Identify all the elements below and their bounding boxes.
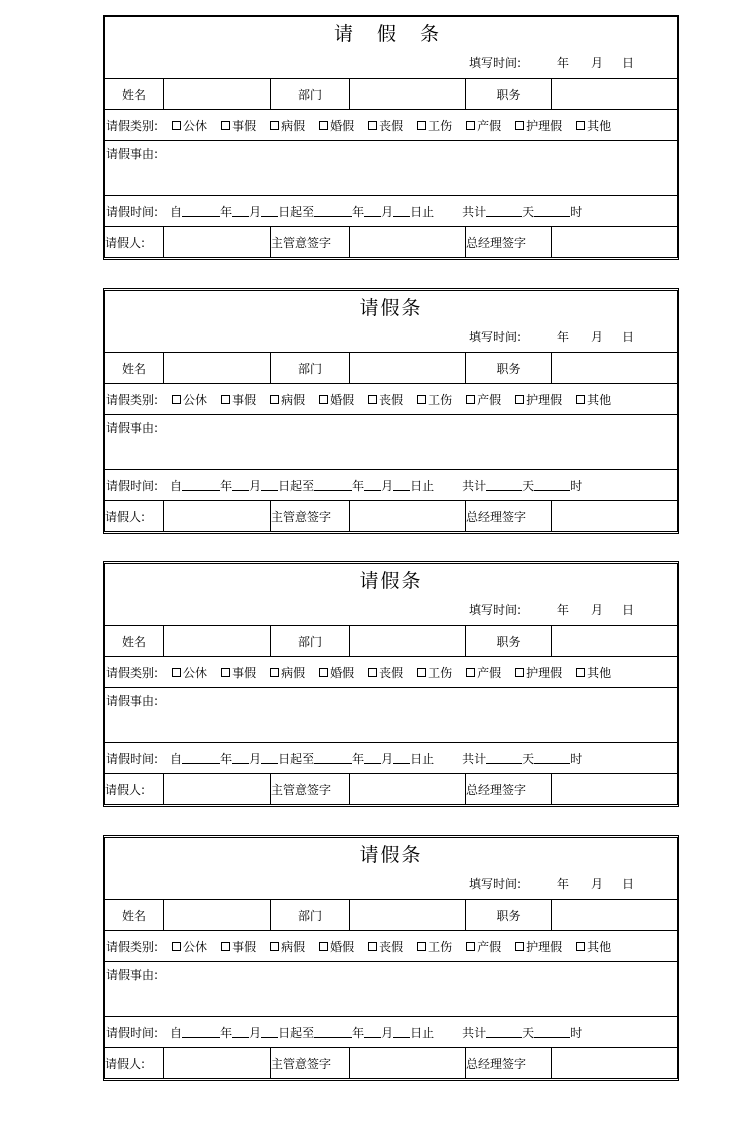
option-maternity-leave[interactable]: 产假 bbox=[466, 391, 501, 408]
form-title: 请假条 bbox=[359, 297, 423, 319]
end-day-label: 日止 bbox=[410, 204, 435, 219]
reason-row[interactable] bbox=[105, 962, 677, 1017]
gm-sign-field[interactable] bbox=[552, 1048, 677, 1078]
signature-row bbox=[105, 774, 677, 804]
end-month-label: 月 bbox=[381, 1025, 394, 1040]
end-month-label: 月 bbox=[381, 751, 394, 766]
checkbox-icon[interactable] bbox=[417, 942, 426, 951]
end-month-label: 月 bbox=[381, 478, 394, 493]
checkbox-icon[interactable] bbox=[368, 942, 377, 951]
start-day-blank[interactable] bbox=[261, 1026, 278, 1038]
leave-type-label: 请假类别: bbox=[106, 118, 159, 133]
option-nursing-leave[interactable]: 护理假 bbox=[515, 938, 562, 955]
days-label: 天 bbox=[522, 751, 535, 766]
start-year-blank[interactable] bbox=[182, 752, 220, 764]
option-bereavement-leave[interactable]: 丧假 bbox=[368, 117, 403, 134]
end-month-blank[interactable] bbox=[364, 205, 381, 217]
start-month-blank[interactable] bbox=[232, 205, 249, 217]
option-bereavement-leave[interactable]: 丧假 bbox=[368, 938, 403, 955]
option-sick-leave[interactable]: 病假 bbox=[270, 117, 305, 134]
start-day-label: 日起至 bbox=[278, 478, 315, 493]
leave-form-2 bbox=[103, 288, 679, 534]
start-month-label: 月 bbox=[249, 751, 262, 766]
checkbox-icon[interactable] bbox=[221, 395, 230, 404]
fill-date-header bbox=[105, 870, 677, 900]
checkbox-icon[interactable] bbox=[417, 395, 426, 404]
supervisor-sign-label: 主管意签字 bbox=[271, 774, 350, 804]
info-row bbox=[105, 79, 677, 110]
total-label: 共计 bbox=[462, 478, 487, 493]
form-title: 请假条 bbox=[359, 570, 423, 592]
checkbox-icon[interactable] bbox=[172, 942, 181, 951]
total-hours-blank[interactable] bbox=[534, 479, 570, 491]
fill-date-label: 填写时间: bbox=[469, 603, 522, 617]
fill-date-day: 日 bbox=[622, 56, 635, 70]
checkbox-icon[interactable] bbox=[221, 668, 230, 677]
leave-type-row bbox=[105, 931, 677, 962]
option-public-holiday[interactable]: 公休 bbox=[172, 938, 207, 955]
total-days-blank[interactable] bbox=[486, 1026, 522, 1038]
start-day-blank[interactable] bbox=[261, 752, 278, 764]
end-year-blank[interactable] bbox=[314, 752, 352, 764]
from-label: 自 bbox=[170, 478, 183, 493]
start-year-blank[interactable] bbox=[182, 479, 220, 491]
option-bereavement-leave[interactable]: 丧假 bbox=[368, 664, 403, 681]
end-year-blank[interactable] bbox=[314, 205, 352, 217]
start-month-label: 月 bbox=[249, 478, 262, 493]
checkbox-icon[interactable] bbox=[221, 121, 230, 130]
option-marriage-leave[interactable]: 婚假 bbox=[319, 117, 354, 134]
option-work-injury[interactable]: 工伤 bbox=[417, 391, 452, 408]
leave-time-row bbox=[105, 1017, 677, 1048]
total-label: 共计 bbox=[462, 1025, 487, 1040]
leave-time-label: 请假时间: bbox=[106, 204, 159, 219]
checkbox-icon[interactable] bbox=[417, 121, 426, 130]
leave-type-row bbox=[105, 657, 677, 688]
checkbox-icon[interactable] bbox=[466, 942, 475, 951]
start-year-label: 年 bbox=[220, 478, 233, 493]
fill-date-month: 月 bbox=[591, 330, 604, 344]
fill-date-month: 月 bbox=[591, 877, 604, 891]
leave-time-label: 请假时间: bbox=[106, 478, 159, 493]
end-day-label: 日止 bbox=[410, 478, 435, 493]
option-maternity-leave[interactable]: 产假 bbox=[466, 117, 501, 134]
supervisor-sign-field[interactable] bbox=[350, 1048, 466, 1078]
gm-sign-label: 总经理签字 bbox=[466, 1048, 552, 1078]
name-field[interactable] bbox=[164, 79, 271, 109]
name-label: 姓名 bbox=[105, 900, 164, 930]
dept-field[interactable] bbox=[350, 353, 466, 383]
total-label: 共计 bbox=[462, 204, 487, 219]
hours-label: 时 bbox=[570, 478, 583, 493]
start-month-blank[interactable] bbox=[232, 1026, 249, 1038]
days-label: 天 bbox=[522, 204, 535, 219]
checkbox-icon[interactable] bbox=[515, 121, 524, 130]
checkbox-icon[interactable] bbox=[515, 395, 524, 404]
checkbox-icon[interactable] bbox=[576, 121, 585, 130]
end-year-label: 年 bbox=[352, 478, 365, 493]
option-other[interactable]: 其他 bbox=[576, 938, 611, 955]
applicant-field[interactable] bbox=[164, 227, 271, 257]
supervisor-sign-field[interactable] bbox=[350, 501, 466, 531]
end-year-label: 年 bbox=[352, 204, 365, 219]
option-other[interactable]: 其他 bbox=[576, 391, 611, 408]
checkbox-icon[interactable] bbox=[466, 668, 475, 677]
checkbox-icon[interactable] bbox=[270, 121, 279, 130]
checkbox-icon[interactable] bbox=[270, 942, 279, 951]
end-day-label: 日止 bbox=[410, 751, 435, 766]
position-field[interactable] bbox=[552, 626, 677, 656]
position-label: 职务 bbox=[466, 79, 552, 109]
end-year-label: 年 bbox=[352, 751, 365, 766]
fill-date-header bbox=[105, 596, 677, 626]
leave-type-label: 请假类别: bbox=[106, 939, 159, 954]
option-work-injury[interactable]: 工伤 bbox=[417, 117, 452, 134]
signature-row bbox=[105, 501, 677, 531]
leave-form-1 bbox=[103, 15, 679, 260]
gm-sign-label: 总经理签字 bbox=[466, 501, 552, 531]
checkbox-icon[interactable] bbox=[172, 121, 181, 130]
option-personal-leave[interactable]: 事假 bbox=[221, 391, 256, 408]
leave-time-label: 请假时间: bbox=[106, 751, 159, 766]
hours-label: 时 bbox=[570, 751, 583, 766]
form-title: 请 假 条 bbox=[333, 23, 449, 45]
supervisor-sign-field[interactable] bbox=[350, 227, 466, 257]
reason-label: 请假事由: bbox=[106, 968, 159, 982]
checkbox-icon[interactable] bbox=[368, 121, 377, 130]
option-marriage-leave[interactable]: 婚假 bbox=[319, 391, 354, 408]
leave-time-row bbox=[105, 743, 677, 774]
fill-date-header bbox=[105, 323, 677, 353]
leave-type-row bbox=[105, 384, 677, 415]
total-hours-blank[interactable] bbox=[534, 752, 570, 764]
dept-field[interactable] bbox=[350, 626, 466, 656]
fill-date-day: 日 bbox=[622, 603, 635, 617]
fill-date-year: 年 bbox=[557, 330, 570, 344]
end-year-label: 年 bbox=[352, 1025, 365, 1040]
fill-date-header bbox=[105, 49, 677, 79]
option-public-holiday[interactable]: 公休 bbox=[172, 117, 207, 134]
reason-row[interactable] bbox=[105, 141, 677, 196]
end-day-blank[interactable] bbox=[393, 752, 410, 764]
checkbox-icon[interactable] bbox=[576, 942, 585, 951]
applicant-field[interactable] bbox=[164, 501, 271, 531]
total-days-blank[interactable] bbox=[486, 479, 522, 491]
option-marriage-leave[interactable]: 婚假 bbox=[319, 938, 354, 955]
total-days-blank[interactable] bbox=[486, 205, 522, 217]
start-year-blank[interactable] bbox=[182, 1026, 220, 1038]
start-month-label: 月 bbox=[249, 1025, 262, 1040]
applicant-label: 请假人: bbox=[105, 501, 164, 531]
signature-row bbox=[105, 227, 677, 257]
fill-date-year: 年 bbox=[557, 877, 570, 891]
reason-label: 请假事由: bbox=[106, 147, 159, 161]
name-label: 姓名 bbox=[105, 353, 164, 383]
fill-date-day: 日 bbox=[622, 877, 635, 891]
name-label: 姓名 bbox=[105, 79, 164, 109]
supervisor-sign-label: 主管意签字 bbox=[271, 501, 350, 531]
fill-date-year: 年 bbox=[557, 56, 570, 70]
start-day-blank[interactable] bbox=[261, 479, 278, 491]
total-days-blank[interactable] bbox=[486, 752, 522, 764]
start-year-label: 年 bbox=[220, 204, 233, 219]
from-label: 自 bbox=[170, 204, 183, 219]
dept-field[interactable] bbox=[350, 900, 466, 930]
end-month-blank[interactable] bbox=[364, 1026, 381, 1038]
checkbox-icon[interactable] bbox=[319, 121, 328, 130]
checkbox-icon[interactable] bbox=[319, 942, 328, 951]
leave-time-row bbox=[105, 470, 677, 501]
name-label: 姓名 bbox=[105, 626, 164, 656]
total-hours-blank[interactable] bbox=[534, 205, 570, 217]
applicant-field[interactable] bbox=[164, 1048, 271, 1078]
position-field[interactable] bbox=[552, 79, 677, 109]
dept-label: 部门 bbox=[271, 353, 350, 383]
hours-label: 时 bbox=[570, 1025, 583, 1040]
option-bereavement-leave[interactable]: 丧假 bbox=[368, 391, 403, 408]
option-nursing-leave[interactable]: 护理假 bbox=[515, 664, 562, 681]
total-hours-blank[interactable] bbox=[534, 1026, 570, 1038]
position-label: 职务 bbox=[466, 626, 552, 656]
dept-field[interactable] bbox=[350, 79, 466, 109]
option-marriage-leave[interactable]: 婚假 bbox=[319, 664, 354, 681]
checkbox-icon[interactable] bbox=[172, 668, 181, 677]
form-title: 请假条 bbox=[359, 844, 423, 866]
hours-label: 时 bbox=[570, 204, 583, 219]
position-label: 职务 bbox=[466, 353, 552, 383]
checkbox-icon[interactable] bbox=[515, 942, 524, 951]
fill-date-month: 月 bbox=[591, 603, 604, 617]
checkbox-icon[interactable] bbox=[576, 395, 585, 404]
end-year-blank[interactable] bbox=[314, 479, 352, 491]
checkbox-icon[interactable] bbox=[417, 668, 426, 677]
option-public-holiday[interactable]: 公休 bbox=[172, 664, 207, 681]
option-nursing-leave[interactable]: 护理假 bbox=[515, 117, 562, 134]
applicant-label: 请假人: bbox=[105, 227, 164, 257]
start-month-blank[interactable] bbox=[232, 479, 249, 491]
checkbox-icon[interactable] bbox=[576, 668, 585, 677]
name-field[interactable] bbox=[164, 900, 271, 930]
end-day-label: 日止 bbox=[410, 1025, 435, 1040]
start-day-label: 日起至 bbox=[278, 1025, 315, 1040]
start-day-label: 日起至 bbox=[278, 204, 315, 219]
fill-date-year: 年 bbox=[557, 603, 570, 617]
start-month-label: 月 bbox=[249, 204, 262, 219]
leave-type-row bbox=[105, 110, 677, 141]
leave-time-row bbox=[105, 196, 677, 227]
fill-date-label: 填写时间: bbox=[469, 56, 522, 70]
dept-label: 部门 bbox=[271, 900, 350, 930]
end-day-blank[interactable] bbox=[393, 1026, 410, 1038]
end-month-blank[interactable] bbox=[364, 479, 381, 491]
signature-row bbox=[105, 1048, 677, 1078]
gm-sign-field[interactable] bbox=[552, 501, 677, 531]
end-day-blank[interactable] bbox=[393, 479, 410, 491]
dept-label: 部门 bbox=[271, 79, 350, 109]
checkbox-icon[interactable] bbox=[270, 395, 279, 404]
start-month-blank[interactable] bbox=[232, 752, 249, 764]
gm-sign-label: 总经理签字 bbox=[466, 227, 552, 257]
applicant-field[interactable] bbox=[164, 774, 271, 804]
option-sick-leave[interactable]: 病假 bbox=[270, 938, 305, 955]
option-maternity-leave[interactable]: 产假 bbox=[466, 664, 501, 681]
end-year-blank[interactable] bbox=[314, 1026, 352, 1038]
checkbox-icon[interactable] bbox=[466, 395, 475, 404]
option-sick-leave[interactable]: 病假 bbox=[270, 664, 305, 681]
start-year-blank[interactable] bbox=[182, 205, 220, 217]
checkbox-icon[interactable] bbox=[466, 121, 475, 130]
from-label: 自 bbox=[170, 751, 183, 766]
name-field[interactable] bbox=[164, 626, 271, 656]
checkbox-icon[interactable] bbox=[368, 395, 377, 404]
leave-form-3 bbox=[103, 561, 679, 807]
start-day-label: 日起至 bbox=[278, 751, 315, 766]
days-label: 天 bbox=[522, 1025, 535, 1040]
supervisor-sign-field[interactable] bbox=[350, 774, 466, 804]
gm-sign-label: 总经理签字 bbox=[466, 774, 552, 804]
option-personal-leave[interactable]: 事假 bbox=[221, 117, 256, 134]
applicant-label: 请假人: bbox=[105, 1048, 164, 1078]
checkbox-icon[interactable] bbox=[270, 668, 279, 677]
info-row bbox=[105, 900, 677, 931]
end-month-blank[interactable] bbox=[364, 752, 381, 764]
dept-label: 部门 bbox=[271, 626, 350, 656]
position-field[interactable] bbox=[552, 353, 677, 383]
gm-sign-field[interactable] bbox=[552, 774, 677, 804]
option-other[interactable]: 其他 bbox=[576, 117, 611, 134]
leave-type-label: 请假类别: bbox=[106, 665, 159, 680]
start-day-blank[interactable] bbox=[261, 205, 278, 217]
end-month-label: 月 bbox=[381, 204, 394, 219]
option-work-injury[interactable]: 工伤 bbox=[417, 664, 452, 681]
reason-row[interactable] bbox=[105, 415, 677, 470]
leave-time-label: 请假时间: bbox=[106, 1025, 159, 1040]
checkbox-icon[interactable] bbox=[221, 942, 230, 951]
info-row bbox=[105, 353, 677, 384]
option-work-injury[interactable]: 工伤 bbox=[417, 938, 452, 955]
total-label: 共计 bbox=[462, 751, 487, 766]
fill-date-label: 填写时间: bbox=[469, 330, 522, 344]
from-label: 自 bbox=[170, 1025, 183, 1040]
option-nursing-leave[interactable]: 护理假 bbox=[515, 391, 562, 408]
start-year-label: 年 bbox=[220, 751, 233, 766]
checkbox-icon[interactable] bbox=[172, 395, 181, 404]
option-personal-leave[interactable]: 事假 bbox=[221, 664, 256, 681]
reason-label: 请假事由: bbox=[106, 421, 159, 435]
applicant-label: 请假人: bbox=[105, 774, 164, 804]
option-public-holiday[interactable]: 公休 bbox=[172, 391, 207, 408]
position-label: 职务 bbox=[466, 900, 552, 930]
option-personal-leave[interactable]: 事假 bbox=[221, 938, 256, 955]
fill-date-label: 填写时间: bbox=[469, 877, 522, 891]
supervisor-sign-label: 主管意签字 bbox=[271, 1048, 350, 1078]
reason-row[interactable] bbox=[105, 688, 677, 743]
days-label: 天 bbox=[522, 478, 535, 493]
reason-label: 请假事由: bbox=[106, 694, 159, 708]
gm-sign-field[interactable] bbox=[552, 227, 677, 257]
position-field[interactable] bbox=[552, 900, 677, 930]
fill-date-month: 月 bbox=[591, 56, 604, 70]
leave-type-label: 请假类别: bbox=[106, 392, 159, 407]
option-sick-leave[interactable]: 病假 bbox=[270, 391, 305, 408]
option-maternity-leave[interactable]: 产假 bbox=[466, 938, 501, 955]
checkbox-icon[interactable] bbox=[368, 668, 377, 677]
supervisor-sign-label: 主管意签字 bbox=[271, 227, 350, 257]
info-row bbox=[105, 626, 677, 657]
checkbox-icon[interactable] bbox=[515, 668, 524, 677]
name-field[interactable] bbox=[164, 353, 271, 383]
checkbox-icon[interactable] bbox=[319, 395, 328, 404]
option-other[interactable]: 其他 bbox=[576, 664, 611, 681]
fill-date-day: 日 bbox=[622, 330, 635, 344]
start-year-label: 年 bbox=[220, 1025, 233, 1040]
leave-form-4 bbox=[103, 835, 679, 1081]
end-day-blank[interactable] bbox=[393, 205, 410, 217]
checkbox-icon[interactable] bbox=[319, 668, 328, 677]
